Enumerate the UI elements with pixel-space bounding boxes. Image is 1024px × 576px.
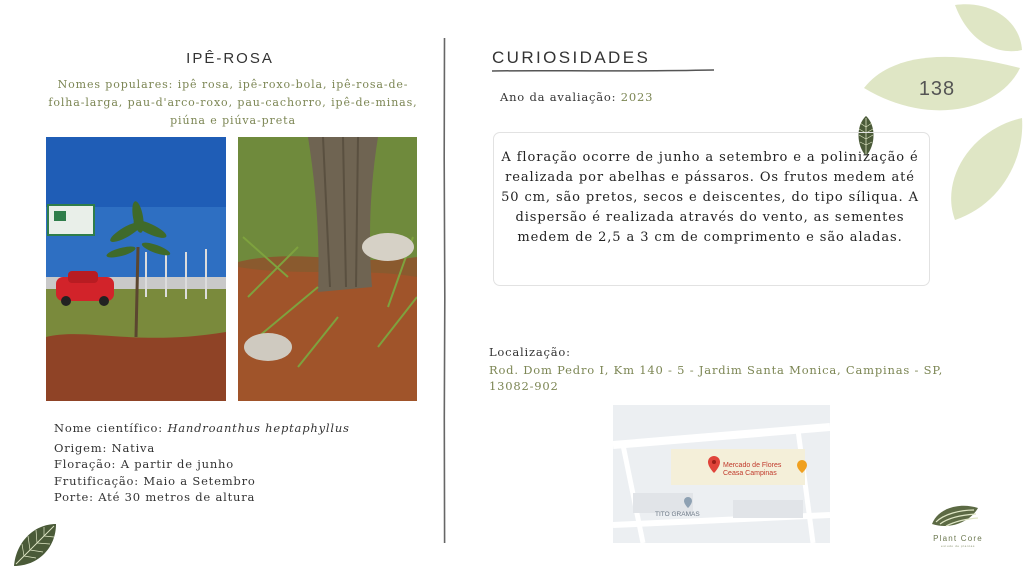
scientific-name-row xyxy=(54,420,434,436)
curiosities-underline xyxy=(492,68,714,74)
flowering-row xyxy=(54,456,434,472)
size-value: Até 30 metros de altura xyxy=(98,490,256,504)
popular-names-label: Nomes populares: xyxy=(57,78,174,91)
evaluation-year-value: 2023 xyxy=(620,90,654,104)
location-address: Rod. Dom Pedro I, Km 140 - 5 - Jardim Santa Monica, Campinas - SP, 13082-902 xyxy=(489,363,944,393)
popular-names-value: ipê rosa, ipê-roxo-bola, ipê-rosa-de-folha-larga, pau-d'arco-roxo, pau-cachorro, ipê-de-minas, piúna e piúva-preta xyxy=(48,78,418,127)
plant-title: IPÊ-ROSA xyxy=(186,50,274,67)
flowering-label: Floração: xyxy=(54,457,117,471)
page-number: 138 xyxy=(918,78,956,100)
scientific-name-label: Nome científico: xyxy=(54,421,163,435)
origin-value: Nativa xyxy=(111,441,155,455)
size-row xyxy=(54,489,434,505)
location-label: Localização: xyxy=(489,345,571,359)
origin-row xyxy=(54,440,434,456)
popular-names xyxy=(40,76,426,130)
evaluation-year-row xyxy=(500,90,653,104)
leaf-decoration-bottom-left xyxy=(10,520,60,570)
map-place-line2: Ceasa Campinas xyxy=(723,470,777,477)
map-graphic xyxy=(613,405,830,543)
brand-tagline: estudo de plantas xyxy=(941,544,975,548)
size-label: Porte: xyxy=(54,490,94,504)
fruiting-label: Frutificação: xyxy=(54,474,139,488)
fruiting-row xyxy=(54,473,434,489)
map-place-label xyxy=(723,462,781,478)
photo-trunk-closeup xyxy=(238,137,417,401)
evaluation-year-label: Ano da avaliação: xyxy=(500,90,617,104)
curiosities-title: CURIOSIDADES xyxy=(492,48,651,67)
fruiting-value: Maio a Setembro xyxy=(143,474,256,488)
photo-young-tree xyxy=(46,137,226,401)
brand-name: Plant Core xyxy=(933,534,983,543)
curiosities-text: A floração ocorre de junho a setembro e a polinização é realizada por abelhas e pássaros. Os frutos medem até 50 cm, são pretos, secos e deiscentes, do tipo síliqua. A dispersão é realizada através do vento, as sementes medem de 2,5 a 3 cm de comprimento e são aladas. xyxy=(501,150,919,245)
origin-label: Origem: xyxy=(54,441,108,455)
scientific-name-value: Handroanthus heptaphyllus xyxy=(167,421,350,435)
location-map[interactable] xyxy=(613,405,830,543)
map-place-line1: Mercado de Flores xyxy=(723,462,782,469)
column-divider xyxy=(443,38,446,543)
map-poi-label: TITO GRAMAS xyxy=(655,511,700,518)
plant-core-logo xyxy=(930,502,982,532)
flowering-value: A partir de junho xyxy=(120,457,234,471)
